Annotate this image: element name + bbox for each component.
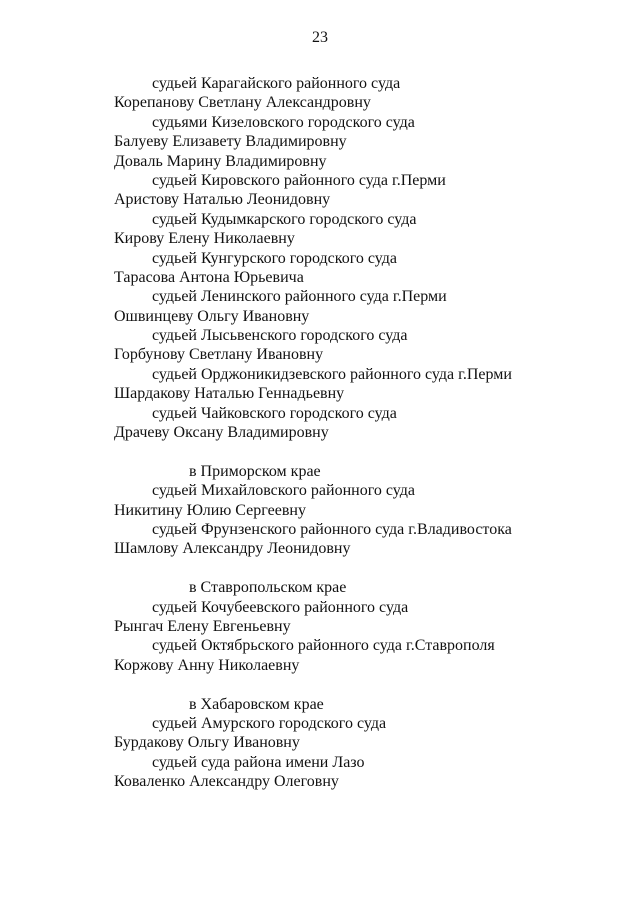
court-title: судьей Лысьвенского городского суда — [152, 327, 408, 345]
judge-name: Ошвинцеву Ольгу Ивановну — [114, 307, 310, 325]
court-title: судьей Михайловского районного суда — [152, 482, 415, 500]
court-title: судьей Кировского районного суда г.Перми — [152, 171, 446, 189]
court-title: судьей Карагайского районного суда — [152, 75, 401, 92]
court-title: судьей Кочубеевского районного суда — [152, 598, 409, 616]
court-title: судьей Кунгурского городского суда — [152, 249, 397, 267]
judge-name: Коржову Анну Николаевну — [114, 656, 300, 674]
judge-name: Кирову Елену Николаевну — [114, 230, 295, 248]
region-heading: в Приморском крае — [189, 462, 321, 480]
judge-name: Аристову Наталью Леонидовну — [114, 191, 331, 209]
judge-name: Шардакову Наталью Геннадьевну — [114, 385, 345, 403]
court-title: судьей Чайковского городского суда — [152, 404, 397, 422]
court-title: судьей Фрунзенского районного суда г.Владивостока — [152, 520, 512, 538]
court-title: судьей Октябрьского районного суда г.Ставрополя — [152, 637, 495, 655]
section-spacer — [0, 675, 640, 694]
judge-name: Доваль Марину Владимировну — [114, 152, 327, 170]
judge-name: Бурдакову Ольгу Ивановну — [114, 734, 300, 752]
judge-name: Рынгач Елену Евгеньевну — [114, 617, 291, 635]
court-title: судьей суда района имени Лазо — [152, 753, 365, 771]
section-spacer — [0, 442, 640, 461]
region-heading: в Хабаровском крае — [189, 695, 324, 713]
judge-name: Тарасова Антона Юрьевича — [114, 268, 304, 286]
section-spacer — [0, 559, 640, 578]
judge-name: Никитину Юлию Сергеевну — [114, 501, 306, 519]
court-title: судьей Ленинского районного суда г.Перми — [152, 288, 447, 306]
court-title: судьей Кудымкарского городского суда — [152, 210, 417, 228]
court-title: судьей Орджоникидзевского районного суда г.Перми — [152, 365, 512, 383]
judge-name: Шамлову Александру Леонидовну — [114, 540, 351, 558]
judge-name: Коваленко Александру Олеговну — [114, 773, 339, 791]
appointment-list — [0, 74, 640, 791]
page-number: 23 — [312, 29, 328, 46]
region-heading: в Ставропольском крае — [189, 579, 347, 597]
judge-name: Горбунову Светлану Ивановну — [114, 346, 324, 364]
court-title: судьей Амурского городского суда — [152, 714, 387, 732]
judge-name: Корепанову Светлану Александровну — [114, 94, 371, 112]
judge-name: Драчеву Оксану Владимировну — [114, 424, 329, 442]
judge-name: Балуеву Елизавету Владимировну — [114, 133, 347, 151]
court-title: судьями Кизеловского городского суда — [152, 113, 415, 131]
